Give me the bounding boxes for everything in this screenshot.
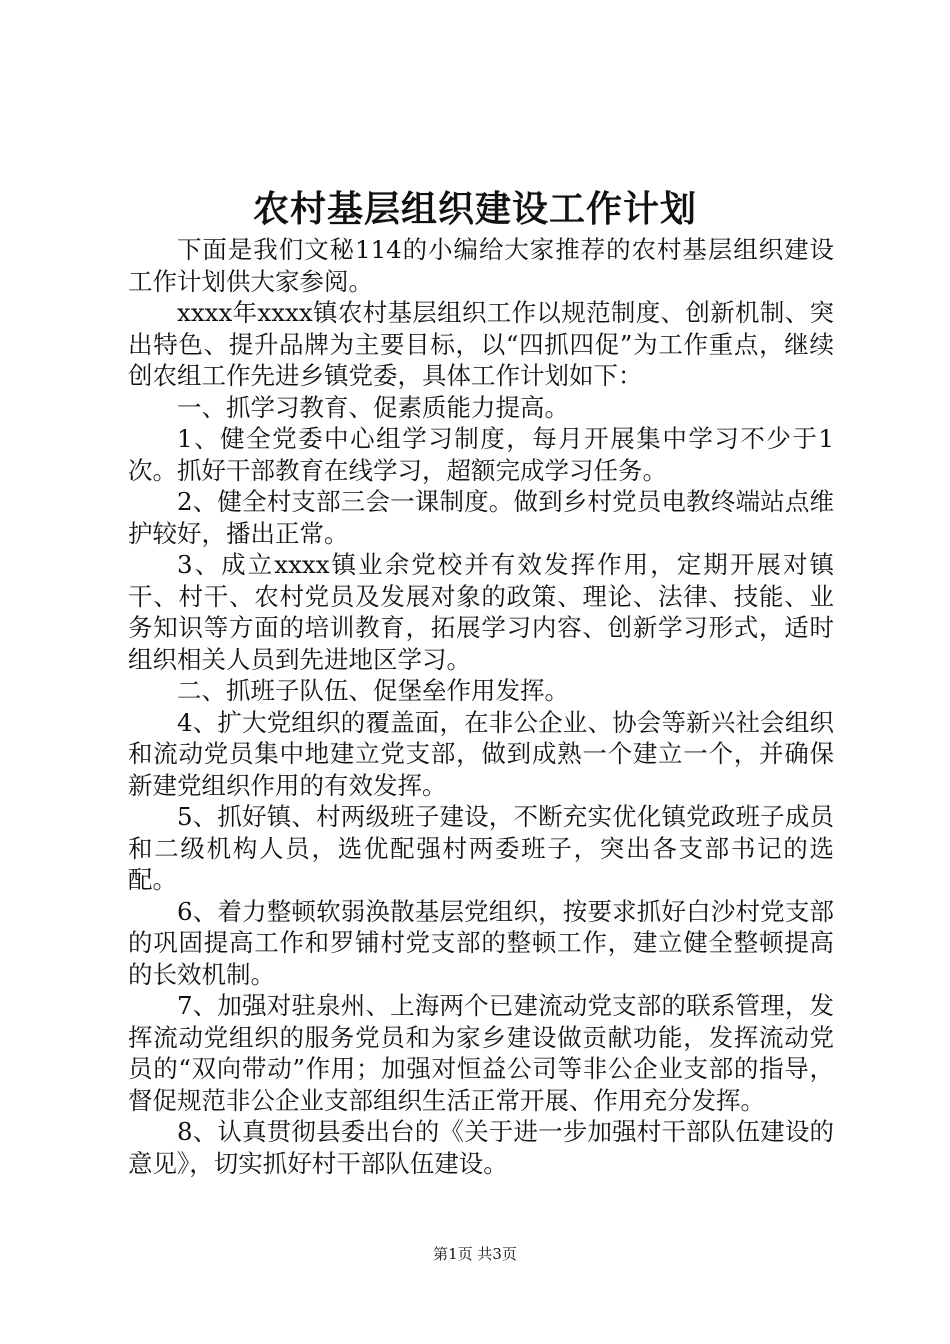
paragraph-item-4: 4、扩大党组织的覆盖面，在非公企业、协会等新兴社会组织和流动党员集中地建立党支部，做到成熟一个建立一个，并确保新建党组织作用的有效发挥。 — [128, 707, 834, 800]
paragraph-item-6: 6、着力整顿软弱涣散基层党组织，按要求抓好白沙村党支部的巩固提高工作和罗铺村党支部的整顿工作，建立健全整顿提高的长效机制。 — [128, 896, 834, 989]
paragraph-item-8: 8、认真贯彻县委出台的《关于进一步加强村干部队伍建设的意见》，切实抓好村干部队伍建设。 — [128, 1117, 834, 1178]
section-heading-1: 一、抓学习教育、促素质能力提高。 — [177, 392, 569, 422]
document-title: 农村基层组织建设工作计划 — [252, 188, 697, 230]
paragraph-item-5: 5、抓好镇、村两级班子建设，不断充实优化镇党政班子成员和二级机构人员，选优配强村两委班子，突出各支部书记的选配。 — [128, 802, 834, 894]
paragraph-item-2: 2、健全村支部三会一课制度。做到乡村党员电教终端站点维护较好，播出正常。 — [128, 487, 834, 548]
paragraph-item-7: 7、加强对驻泉州、上海两个已建流动党支部的联系管理，发挥流动党组织的服务党员和为家乡建设做贡献功能，发挥流动党员的“双向带动”作用；加强对恒益公司等非公企业支部的指导，督促规范非公企业支部组织生活正常开展、作用充分发挥。 — [128, 991, 834, 1115]
paragraph-item-3: 3、成立xxxx镇业余党校并有效发挥作用，定期开展对镇干、村干、农村党员及发展对象的政策、理论、法律、技能、业务知识等方面的培训教育，拓展学习内容、创新学习形式，适时组织相关人员到先进地区学习。 — [128, 550, 834, 674]
section-heading-2: 二、抓班子队伍、促堡垒作用发挥。 — [177, 676, 569, 705]
page-footer: 第1页 共3页 — [433, 1245, 517, 1263]
paragraph-item-1: 1、健全党委中心组学习制度，每月开展集中学习不少于1次。抓好干部教育在线学习，超额完成学习任务。 — [128, 424, 834, 485]
paragraph-intro: 下面是我们文秘114的小编给大家推荐的农村基层组织建设工作计划供大家参阅。 — [128, 235, 834, 296]
paragraph-overview: xxxx年xxxx镇农村基层组织工作以规范制度、创新机制、突出特色、提升品牌为主要目标，以“四抓四促”为工作重点，继续创农组工作先进乡镇党委，具体工作计划如下： — [128, 298, 834, 390]
document-body — [128, 234, 834, 1179]
